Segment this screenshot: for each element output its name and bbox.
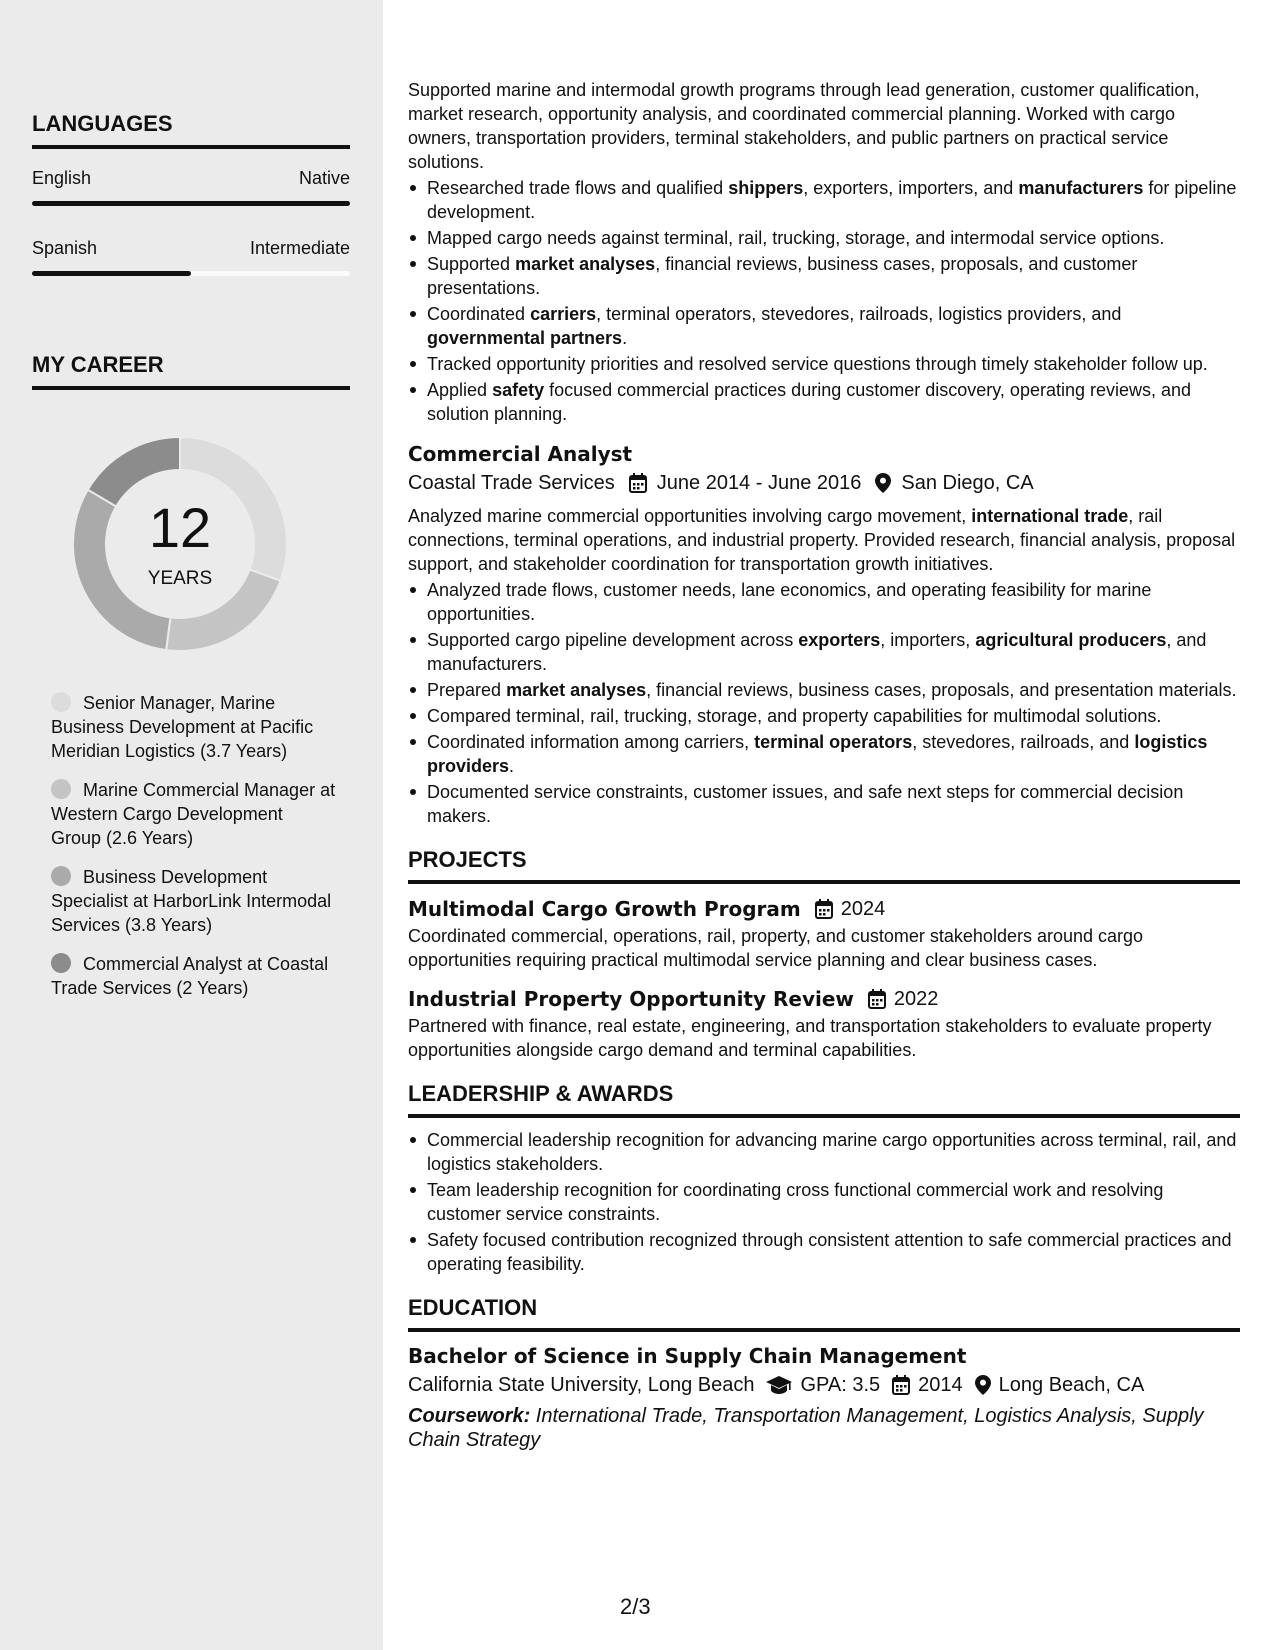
project-year: 2022 [893,988,939,1010]
languages-heading: LANGUAGES [32,111,350,149]
calendar-icon [629,473,647,493]
career-legend-label: Marine Commercial Manager at Western Cargo Development Group (2.6 Years) [51,780,336,848]
job-meta [408,468,1240,498]
career-legend-item [51,691,336,763]
career-legend-item [51,952,336,1000]
degree-title: Bachelor of Science in Supply Chain Management [408,1344,967,1368]
project-title: Multimodal Cargo Growth Program [408,897,801,921]
project-title-row [408,984,1240,1014]
page-number: 2/3 [620,1594,651,1619]
bullet-item: Compared terminal, rail, trucking, storage, and property capabilities for multimodal solutions. [408,704,1240,728]
calendar-icon [868,989,886,1009]
award-item: Safety focused contribution recognized through consistent attention to safe commercial practices and operating feasibility. [408,1228,1240,1276]
career-heading: MY CAREER [32,352,350,390]
bullet-item: Applied safety focused commercial practices during customer discovery, operating reviews, and solution planning. [408,378,1240,426]
job-summary: Analyzed marine commercial opportunities involving cargo movement, international trade, rail connections, terminal operations, and industrial property. Provided research, financial analysis, proposal support, and stakeholder coordination for transportation growth initiatives. [408,506,1236,574]
language-english [32,168,350,206]
bullet-item: Prepared market analyses, financial reviews, business cases, proposals, and presentation materials. [408,678,1240,702]
job-bullets [408,578,1240,828]
education-heading: EDUCATION [408,1294,1240,1332]
sidebar [0,0,383,1650]
bullet-item: Tracked opportunity priorities and resolved service questions through timely stakeholder follow up. [408,352,1240,376]
project-title-row [408,894,1240,924]
bullet-item: Researched trade flows and qualified shippers, exporters, importers, and manufacturers for pipeline development. [408,176,1240,224]
award-item: Commercial leadership recognition for advancing marine cargo opportunities across terminal, rail, and logistics stakeholders. [408,1128,1240,1176]
legend-dot [51,779,71,799]
graduation-year: 2014 [918,1374,963,1396]
education-meta [408,1370,1240,1400]
project-description: Partnered with finance, real estate, engineering, and transportation stakeholders to evaluate property opportunities alongside cargo demand and terminal capabilities. [408,1016,1212,1060]
calendar-icon [892,1375,910,1395]
legend-dot [51,866,71,886]
language-level: Native [298,168,350,188]
map-pin-icon [975,1375,991,1395]
career-total-number: 12 [148,496,212,559]
language-bar-fill [32,201,350,206]
bullet-item: Supported market analyses, financial reviews, business cases, proposals, and customer presentations. [408,252,1240,300]
project-title: Industrial Property Opportunity Review [408,987,854,1011]
education-location: Long Beach, CA [998,1374,1145,1396]
projects-heading: PROJECTS [408,846,1240,884]
gpa: GPA: 3.5 [800,1374,881,1396]
career-legend-label: Senior Manager, Marine Business Development at Pacific Meridian Logistics (3.7 Years) [51,693,314,761]
language-spanish [32,238,350,276]
language-name: Spanish [32,238,98,258]
job-dates: June 2014 - June 2016 [656,472,862,494]
project-year: 2024 [840,898,886,920]
coursework: Coursework: International Trade, Transportation Management, Logistics Analysis, Supply Chain Strategy [408,1405,1204,1451]
school-name: California State University, Long Beach [408,1374,755,1396]
language-bar [32,201,350,206]
career-legend-item [51,865,336,937]
career-legend-label: Commercial Analyst at Coastal Trade Services (2 Years) [51,954,329,998]
legend-dot [51,692,71,712]
bullet-item: Coordinated information among carriers, terminal operators, stevedores, railroads, and logistics providers. [408,730,1240,778]
career-legend-item [51,778,336,850]
graduation-cap-icon [766,1375,792,1395]
awards-heading: LEADERSHIP & AWARDS [408,1080,1240,1118]
job-location: San Diego, CA [901,472,1034,494]
awards-list [408,1128,1240,1276]
bullet-item: Analyzed trade flows, customer needs, lane economics, and operating feasibility for marine opportunities. [408,578,1240,626]
career-total-unit: YEARS [147,568,213,589]
job-bullets [408,176,1240,426]
bullet-item: Supported cargo pipeline development across exporters, importers, agricultural producers, and manufacturers. [408,628,1240,676]
main-content [408,78,1240,1452]
bullet-item: Documented service constraints, customer issues, and safe next steps for commercial decision makers. [408,780,1240,828]
job-summary: Supported marine and intermodal growth programs through lead generation, customer qualification, market research, opportunity analysis, and coordinated commercial planning. Worked with cargo owners, transportation providers, terminal stakeholders, and public partners on practical service solutions. [408,80,1200,172]
calendar-icon [815,899,833,919]
bullet-item: Mapped cargo needs against terminal, rail, trucking, storage, and intermodal service options. [408,226,1240,250]
job-title: Commercial Analyst [408,442,633,466]
language-level: Intermediate [249,238,350,258]
language-bar-fill [32,271,191,276]
map-pin-icon [875,473,891,493]
language-name: English [32,168,92,188]
career-legend-label: Business Development Specialist at HarborLink Intermodal Services (3.8 Years) [51,867,332,935]
language-bar [32,271,350,276]
award-item: Team leadership recognition for coordinating cross functional commercial work and resolving customer service constraints. [408,1178,1240,1226]
job-company: Coastal Trade Services [408,472,615,494]
legend-dot [51,953,71,973]
bullet-item: Coordinated carriers, terminal operators, stevedores, railroads, logistics providers, and governmental partners. [408,302,1240,350]
project-description: Coordinated commercial, operations, rail, property, and customer stakeholders around cargo opportunities requiring practical multimodal service planning and clear business cases. [408,926,1144,970]
